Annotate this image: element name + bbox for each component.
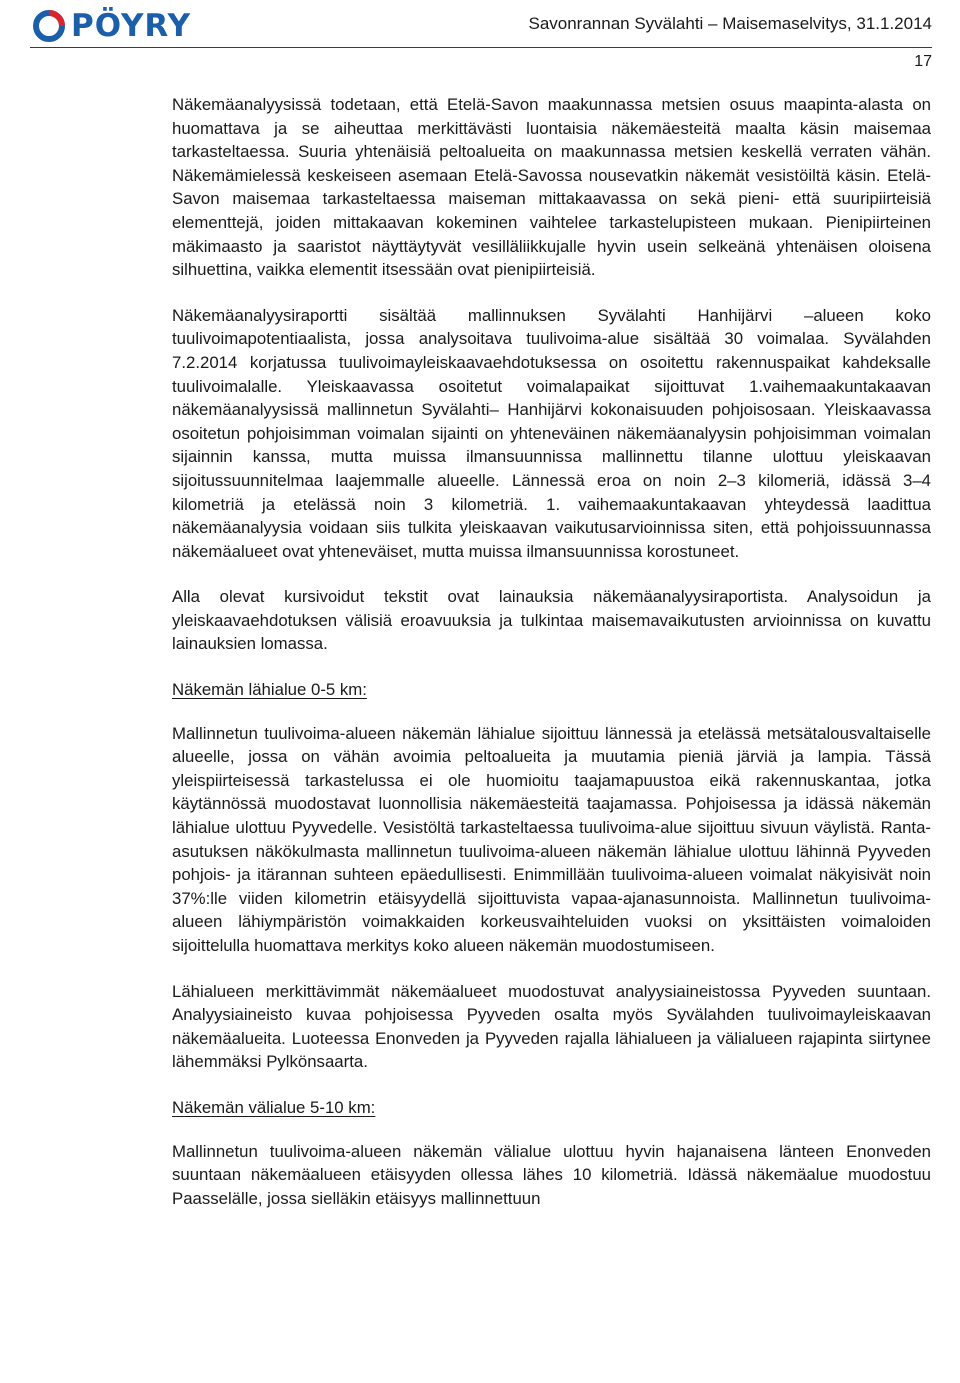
document-title: Savonrannan Syvälahti – Maisemaselvitys, 31.1.2014 bbox=[528, 14, 932, 33]
poyry-logo bbox=[33, 9, 191, 43]
paragraph: Näkemäanalyysissä todetaan, että Etelä-Savon maakunnassa metsien osuus maapinta-alasta on huomattava ja se aiheuttaa merkittävästi luontaisia näkemäesteitä maalta käsin maisemaa tarkasteltaessa. Suuria yhtenäisiä peltoalueita on maakunnassa metsien keskellä verraten vähän. Näkemämielessä keskeiseen asemaan Etelä-Savossa nousevatkin näkemät vesistöiltä käsin. Etelä-Savon maisemaa tarkasteltaessa maiseman mittakaavassa on sekä pieni- että suuripiirteisiä elementtejä, joiden mittakaavan kokeminen vaihtelee tarkastelupisteen mukaan. Pienipiirteinen mäkimaasto ja saaristot näyttäytyvät vesilläliikkujalle hyvin usein selkeänä yhtenäisen oloisena silhuettina, vaikka elementit itsessään ovat pienipiirteisiä. bbox=[172, 95, 931, 280]
header-divider bbox=[30, 47, 932, 48]
page-header bbox=[0, 0, 960, 70]
section-heading: Näkemän välialue 5-10 km: bbox=[172, 1097, 376, 1117]
paragraph: Mallinnetun tuulivoima-alueen näkemän välialue ulottuu hyvin hajanaisena länteen Enonveden suuntaan näkemäalueen etäisyyden ollessa lähes 10 kilometriä. Idässä näkemäalue muodostuu Paasselälle, jossa sielläkin etäisyys mallinnettuun bbox=[172, 1141, 931, 1208]
section-heading: Näkemän lähialue 0-5 km: bbox=[172, 680, 367, 700]
paragraph: Lähialueen merkittävimmät näkemäalueet muodostuvat analyysiaineistossa Pyyveden suuntaan. Analyysiaineisto kuvaa pohjoisessa Pyyveden osalta myös Syvälahden tuulivoimayleiskaavan näkemäalueita. Luoteessa Enonveden ja Pyyveden rajalla lähialueen ja välialueen rajapinta siirtynee lähemmäksi Pylkönsaarta. bbox=[172, 981, 931, 1072]
poyry-logo-icon bbox=[33, 10, 65, 42]
page-number: 17 bbox=[914, 53, 932, 70]
paragraph: Alla olevat kursivoidut tekstit ovat lainauksia näkemäanalyysiraportista. Analysoidun ja yleiskaavaehdotuksen välisiä eroavuuksia ja tulkintaa maisemavaikutusten arvioinnissa on kuvattu lainauksien lomassa. bbox=[172, 587, 931, 654]
logo-text: PÖYRY bbox=[71, 8, 192, 44]
paragraph: Mallinnetun tuulivoima-alueen näkemän lähialue sijoittuu lännessä ja etelässä metsätalousvaltaiselle alueelle, jossa on vähän avoimia peltoalueita ja muutamia pieniä järviä ja lampia. Tässä yleispiirteisessä tarkastelussa ei ole huomioitu taajamapuustoa eikä rakennuskantaa, jotka käytännössä muodostavat luonnollisia näkemäesteitä taajamassa. Pohjoisessa ja idässä näkemän lähialue ulottuu Pyyvedelle. Vesistöltä tarkasteltaessa tuulivoima-alue sijoittuu sivuun väylistä. Ranta-asutuksen näkökulmasta mallinnetun tuulivoima-alueen näkemän lähialue ulottuu lähinnä Pyyveden pohjois- ja itärannan suhteen epäedullisesti. Enimmillään tuulivoima-alueen voimalat näkyisivät noin 37%:lle viiden kilometrin etäisyydellä sijoittuvista vapaa-ajanasunnoista. Mallinnetun tuulivoima-alueen lähiympäristön voimakkaiden korkeusvaihteluiden vuoksi on yksittäisten voimaloiden sijoittelulla huomattava merkitys koko alueen näkemän muodostumiseen. bbox=[172, 723, 931, 955]
document-body bbox=[172, 93, 931, 1232]
paragraph: Näkemäanalyysiraportti sisältää mallinnuksen Syvälahti Hanhijärvi –alueen koko tuulivoimapotentiaalista, jossa analysoitava tuulivoima-alue sisältää 30 voimalaa. Syvälahden 7.2.2014 korjatussa tuulivoimayleiskaavaehdotuksessa on osoitettu rakennuspaikat kahdeksalle tuulivoimalalle. Yleiskaavassa osoitetut voimalapaikat sijoittuvat 1.vaihemaakuntakaavan näkemäanalyysissä mallinnetun Syvälahti– Hanhijärvi kokonaisuuden pohjoisosaan. Yleiskaavassa osoitetun pohjoisimman voimalan sijainti on yhteneväinen näkemäanalyysin pohjoisimman voimalan sijainnin kanssa, mutta muissa ilmansuunnissa mallinnettu tilanne ulottuu yleiskaavan sijoitussuunnitelmaa laajemmalle alueelle. Lännessä eroa on noin 2–3 kilomeriä, idässä 3–4 kilometriä ja etelässä noin 3 kilometriä. 1. vaihemaakuntakaavan yhteydessä laadittua näkemäanalyysia voidaan siis tulkita yleiskaavan vaikutusarvioinnissa siten, että pohjoissuunnassa näkemäalueet ovat yhteneväiset, mutta muissa ilmansuunnissa korostuneet. bbox=[172, 305, 931, 561]
